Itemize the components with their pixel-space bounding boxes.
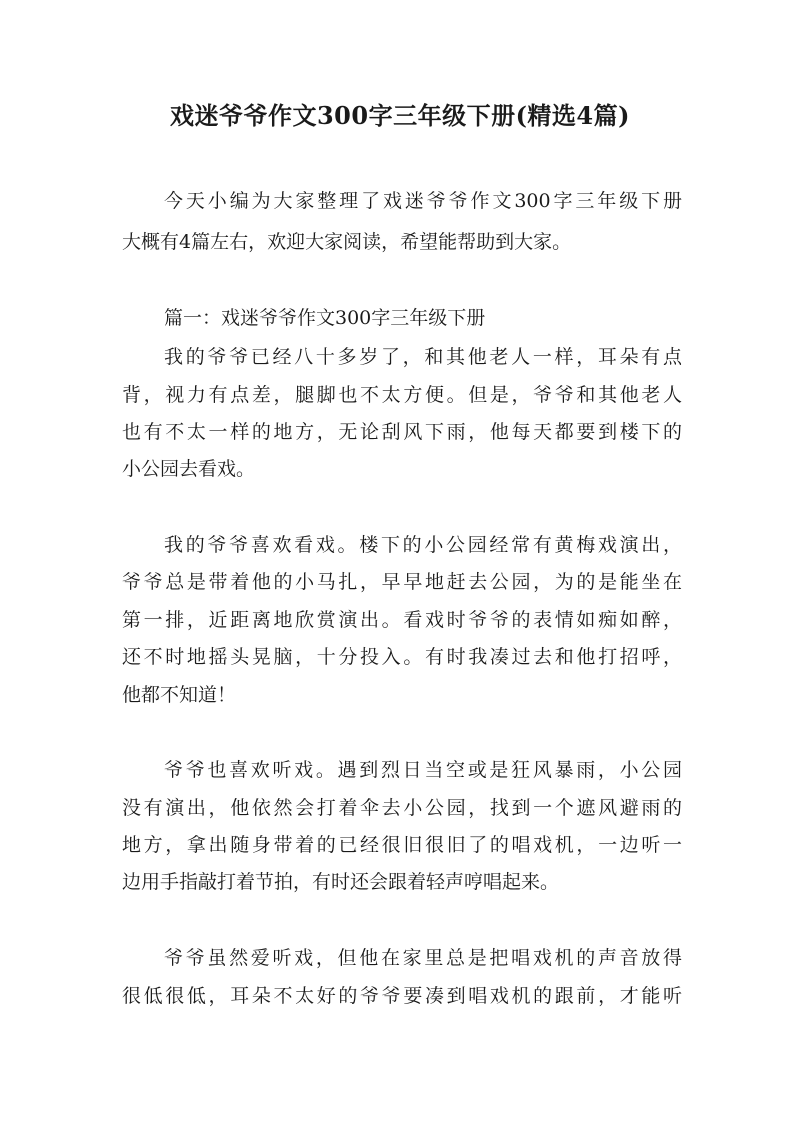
paragraph-line: 爷爷也喜欢听戏。遇到烈日当空或是狂风暴雨，小公园 <box>164 759 682 781</box>
paragraph-line: 他都不知道！ <box>122 684 237 706</box>
paragraph-line: 小公园去看戏。 <box>122 458 256 480</box>
paragraph-line: 地方，拿出随身带着的已经很旧很旧了的唱戏机，一边听一 <box>122 834 682 856</box>
paragraph-line: 爷爷总是带着他的小马扎，早早地赶去公园，为的是能坐在 <box>122 571 682 593</box>
paragraph-line: 很低很低，耳朵不太好的爷爷要凑到唱戏机的跟前，才能听 <box>122 985 682 1007</box>
intro-line: 大概有4篇左右，欢迎大家阅读，希望能帮助到大家。 <box>122 231 572 253</box>
paragraph-line: 我的爷爷喜欢看戏。楼下的小公园经常有黄梅戏演出， <box>164 534 682 556</box>
paragraph-line: 还不时地摇头晃脑，十分投入。有时我凑过去和他打招呼， <box>122 646 682 668</box>
paragraph-line: 第一排，近距离地欣赏演出。看戏时爷爷的表情如痴如醉， <box>122 609 682 631</box>
paragraph-line: 没有演出，他依然会打着伞去小公园，找到一个遮风避雨的 <box>122 797 682 819</box>
intro-line: 今天小编为大家整理了戏迷爷爷作文300字三年级下册 <box>164 190 682 212</box>
paragraph-line: 边用手指敲打着节拍，有时还会跟着轻声哼唱起来。 <box>122 871 560 893</box>
paragraph-line: 我的爷爷已经八十多岁了，和其他老人一样，耳朵有点 <box>164 346 682 368</box>
section-heading: 篇一：戏迷爷爷作文300字三年级下册 <box>164 307 486 329</box>
document-title: 戏迷爷爷作文300字三年级下册(精选4篇) <box>169 101 630 130</box>
paragraph-line: 背，视力有点差，腿脚也不太方便。但是，爷爷和其他老人 <box>122 384 682 406</box>
paragraph-line: 爷爷虽然爱听戏，但他在家里总是把唱戏机的声音放得 <box>164 947 682 969</box>
paragraph-line: 也有不太一样的地方，无论刮风下雨，他每天都要到楼下的 <box>122 421 682 443</box>
